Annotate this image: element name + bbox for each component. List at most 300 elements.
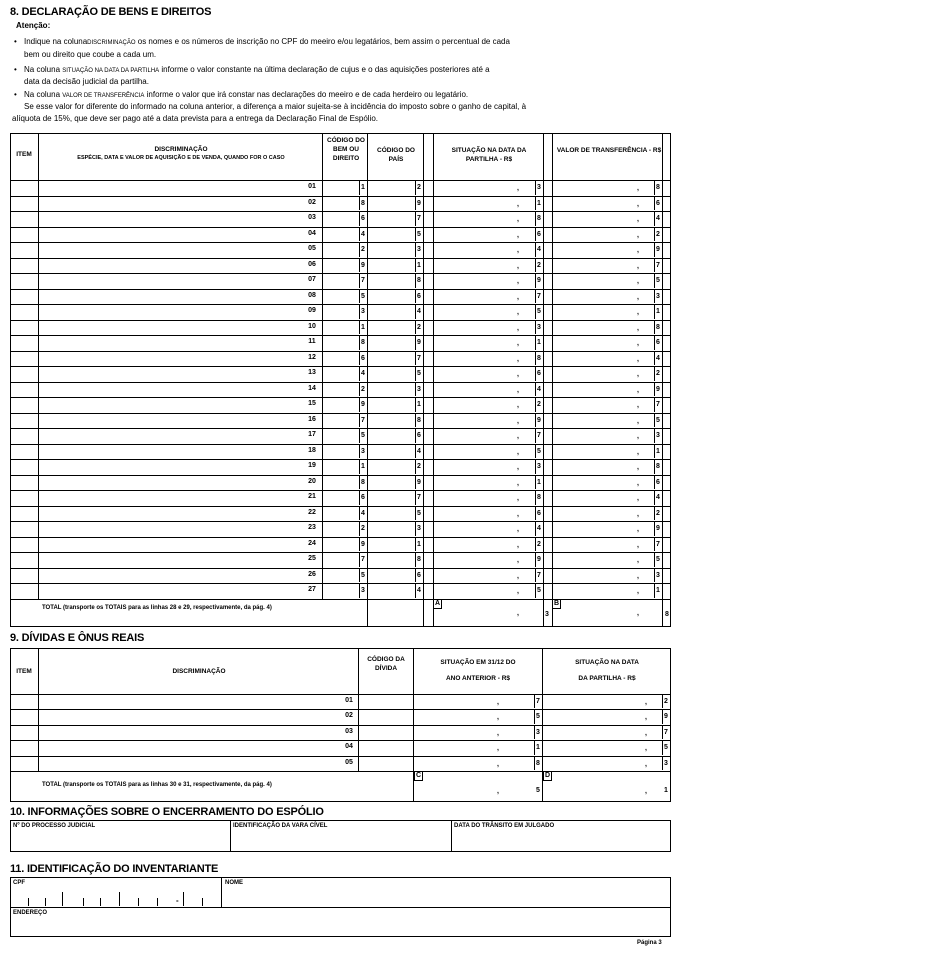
comma: , (517, 216, 519, 223)
digit-box (415, 476, 416, 490)
col-divider (322, 133, 323, 180)
row-number: 07 (308, 276, 316, 283)
check-digit: 8 (361, 478, 365, 486)
check-digit: 4 (417, 447, 421, 455)
check-digit: 1 (417, 401, 421, 408)
row-number: 03 (308, 214, 316, 221)
digit-box (535, 305, 536, 319)
digit-box (359, 414, 360, 428)
digit-box (359, 445, 360, 459)
check-digit: 5 (664, 744, 668, 752)
comma: , (645, 714, 647, 722)
row-rule (10, 771, 671, 772)
digit-box (359, 181, 360, 195)
check-digit: 5 (656, 556, 660, 563)
digit-box (654, 429, 655, 443)
row-number: 24 (308, 539, 316, 547)
bullet-3: Na coluna VALOR DE TRANSFERÊNCIA informe o valor que irá constar nas declarações do meeiro e de cada herdeiro ou legatário. (24, 90, 469, 99)
digit-box (359, 228, 360, 242)
row-number: 12 (308, 353, 316, 361)
cpf-tick (28, 898, 29, 906)
row-rule (10, 725, 671, 726)
check-digit: 9 (361, 401, 365, 408)
check-digit: 3 (664, 759, 668, 767)
check-digit: 3 (537, 323, 541, 331)
comma: , (637, 247, 639, 254)
bullet-icon: • (14, 37, 17, 46)
check-digit: 1 (361, 463, 365, 470)
digit-box (535, 352, 536, 366)
check-digit: 4 (361, 509, 365, 517)
bullet-3-cont: Se esse valor for diferente do informado na coluna anterior, a diferença a maior sujeita-se à incidência do imposto sobre o ganho de capital, à (24, 102, 527, 111)
digit-box (654, 460, 655, 474)
digit-box (415, 274, 416, 288)
check-digit: 9 (417, 199, 421, 207)
comma: , (517, 448, 519, 456)
digit-box (359, 569, 360, 583)
comma: , (637, 355, 639, 363)
comma: , (517, 200, 519, 208)
total-c-box: C (415, 772, 422, 779)
check-digit: 8 (537, 215, 541, 222)
digit-box (415, 491, 416, 505)
bullet-icon: • (14, 90, 17, 99)
digit-box (654, 228, 655, 242)
digit-box (534, 757, 535, 770)
check-digit: 7 (536, 698, 540, 705)
comma: , (637, 541, 639, 549)
comma: , (637, 340, 639, 347)
check-digit: 9 (656, 525, 660, 532)
digit-box (654, 197, 655, 211)
digit-box (359, 367, 360, 381)
check-digit: 7 (537, 292, 541, 300)
comma: , (517, 572, 519, 580)
check-digit: 6 (417, 571, 421, 579)
comma: , (637, 610, 639, 617)
table-row (10, 382, 671, 398)
table-row (10, 196, 671, 212)
digit-box (359, 197, 360, 211)
digit-box (654, 290, 655, 304)
digit-box (654, 336, 655, 350)
comma: , (637, 200, 639, 208)
check-digit: 5 (417, 230, 421, 238)
digit-box (662, 741, 663, 754)
total-digit-a: 3 (545, 611, 549, 618)
valor-header: VALOR DE TRANSFERÊNCIA - R$ (556, 147, 662, 154)
comma: , (517, 541, 519, 549)
digit-box (359, 305, 360, 319)
table-row (10, 211, 671, 227)
table-row (10, 521, 671, 537)
bullet-2-cont: data da decisão judicial da partilha. (24, 77, 149, 86)
digit-box (415, 383, 416, 397)
total-digit-b: 8 (665, 611, 669, 618)
table-row (10, 320, 671, 336)
check-digit: 4 (656, 354, 660, 362)
civil-court-field[interactable]: IDENTIFICAÇÃO DA VARA CÍVEL (233, 823, 328, 829)
comma: , (517, 324, 519, 332)
total-b-box: B (553, 599, 560, 607)
check-digit: 2 (361, 385, 365, 393)
judgment-date-field[interactable]: DATA DO TRÂNSITO EM JULGADO (454, 823, 555, 829)
comma: , (637, 448, 639, 456)
row-number: 02 (308, 198, 316, 206)
comma: , (637, 309, 639, 316)
row-number: 10 (308, 322, 316, 330)
comma: , (637, 464, 639, 471)
row-number: 02 (345, 712, 353, 720)
total-digit-c: 5 (536, 787, 540, 794)
check-digit: 4 (656, 494, 660, 501)
check-digit: 6 (656, 478, 660, 486)
digit-box (654, 584, 655, 598)
check-digit: 8 (417, 556, 421, 563)
address-field[interactable]: ENDEREÇO (13, 910, 48, 916)
digit-box (415, 259, 416, 273)
check-digit: 3 (656, 292, 660, 300)
comma: , (637, 588, 639, 595)
digit-box (534, 726, 535, 739)
check-digit: 6 (656, 199, 660, 207)
table-row (10, 428, 671, 444)
check-digit: 2 (417, 463, 421, 470)
digit-box (359, 352, 360, 366)
check-digit: 3 (417, 385, 421, 393)
digit-box (535, 414, 536, 428)
bullet-3-cont2: alíquota de 15%, que deve ser pago até a data prevista para a entrega da Declaração Final de Espólio. (12, 114, 379, 123)
total-a-box: A (434, 599, 441, 607)
table-row (10, 227, 671, 243)
check-digit: 8 (361, 199, 365, 207)
digit-box (654, 212, 655, 226)
table-row (10, 273, 671, 289)
check-digit: 7 (417, 354, 421, 362)
digit-box (535, 553, 536, 567)
item-header: ITEM (16, 668, 32, 675)
digit-box (359, 321, 360, 335)
digit-box (535, 476, 536, 490)
cpf-dash: - (176, 896, 179, 905)
digit-box (654, 476, 655, 490)
row-number: 17 (308, 431, 316, 438)
digit-box (359, 507, 360, 521)
check-digit: 2 (417, 323, 421, 331)
comma: , (645, 760, 647, 768)
digit-box (654, 367, 655, 381)
situacao-partilha-header: SITUAÇÃO NA DATA (575, 659, 639, 666)
digit-box (415, 584, 416, 598)
comma: , (517, 479, 519, 487)
check-digit: 1 (417, 540, 421, 548)
table-row (10, 475, 671, 491)
digit-box (359, 522, 360, 536)
digit-box (535, 569, 536, 583)
check-digit: 8 (417, 277, 421, 284)
page-number: Página 3 (637, 940, 662, 946)
row-rule (10, 599, 671, 600)
bullet-1: Indique na colunaDISCRIMINAÇÃO os nomes e os números de inscrição no CPF do meeiro e/ou legatários, bem assim o percentual de cada (24, 37, 510, 46)
digit-box (535, 197, 536, 211)
row-number: 15 (308, 400, 316, 407)
check-digit: 5 (537, 447, 541, 455)
table-row (10, 335, 671, 351)
check-digit: 1 (537, 478, 541, 486)
check-digit: 1 (417, 261, 421, 269)
cpf-tick (157, 898, 158, 906)
digit-box (662, 695, 663, 708)
row-number: 23 (308, 524, 316, 531)
section9-title: 9. DÍVIDAS E ÔNUS REAIS (10, 632, 145, 644)
check-digit: 2 (664, 698, 668, 705)
row-number: 27 (308, 586, 316, 593)
row-number: 06 (308, 260, 316, 268)
table-row (10, 289, 671, 305)
digit-box (535, 522, 536, 536)
check-digit: 9 (361, 261, 365, 269)
check-digit: 3 (361, 308, 365, 315)
row-number: 03 (345, 727, 353, 735)
digit-box (359, 584, 360, 598)
comma: , (517, 247, 519, 254)
comma: , (497, 729, 499, 737)
digit-box (415, 243, 416, 257)
comma: , (637, 293, 639, 301)
digit-box (359, 243, 360, 257)
check-digit: 5 (537, 587, 541, 594)
table-row (10, 397, 671, 413)
section11-title: 11. IDENTIFICAÇÃO DO INVENTARIANTE (10, 863, 219, 875)
digit-box (654, 398, 655, 412)
bullet-1-cont: bem ou direito que coube a cada um. (24, 50, 157, 59)
comma: , (517, 588, 519, 595)
check-digit: 6 (361, 354, 365, 362)
check-digit: 1 (537, 199, 541, 207)
digit-box (654, 522, 655, 536)
discriminacao-header: DISCRIMINAÇÃO (172, 668, 226, 675)
check-digit: 9 (537, 556, 541, 563)
digit-box (654, 445, 655, 459)
digit-box (662, 726, 663, 739)
row-number: 19 (308, 462, 316, 469)
process-number-field[interactable]: Nº DO PROCESSO JUDICIAL (13, 823, 96, 829)
comma: , (517, 610, 519, 617)
check-digit: 4 (656, 215, 660, 222)
digit-box (415, 181, 416, 195)
check-digit: 3 (417, 246, 421, 253)
comma: , (637, 433, 639, 440)
row-number: 22 (308, 508, 316, 516)
cpf-tick (100, 898, 101, 906)
digit-box (535, 383, 536, 397)
check-digit: 9 (656, 385, 660, 393)
digit-box (535, 228, 536, 242)
table-row (10, 242, 671, 258)
comma: , (637, 510, 639, 518)
check-digit: 5 (656, 416, 660, 424)
check-digit: 2 (656, 509, 660, 517)
digit-box (415, 569, 416, 583)
check-digit: 9 (656, 246, 660, 253)
digit-box (535, 290, 536, 304)
comma: , (517, 309, 519, 316)
row-number: 09 (308, 307, 316, 314)
comma: , (645, 699, 647, 706)
digit-box (535, 429, 536, 443)
digit-box (415, 336, 416, 350)
digit-box (415, 197, 416, 211)
digit-box (535, 274, 536, 288)
check-digit: 4 (361, 230, 365, 238)
digit-box (415, 290, 416, 304)
comma: , (517, 293, 519, 301)
row-number: 25 (308, 555, 316, 562)
comma: , (637, 495, 639, 502)
digit-box (534, 741, 535, 754)
digit-box (534, 695, 535, 708)
check-digit: 6 (417, 292, 421, 300)
digit-box (654, 383, 655, 397)
row-number: 08 (308, 291, 316, 299)
item-header: ITEM (16, 151, 32, 158)
row-rule (10, 740, 671, 741)
check-digit: 5 (361, 292, 365, 300)
row-number: 20 (308, 477, 316, 485)
digit-box (415, 507, 416, 521)
check-digit: 3 (536, 728, 540, 736)
comma: , (637, 526, 639, 533)
check-digit: 3 (656, 571, 660, 579)
check-digit: 7 (417, 215, 421, 222)
name-field[interactable]: NOME (225, 880, 243, 886)
table-row (10, 444, 671, 460)
comma: , (517, 340, 519, 347)
digit-box (535, 259, 536, 273)
situacao-header: SITUAÇÃO NA DATA DA PARTILHA - R$ (451, 147, 527, 163)
check-digit: 8 (656, 463, 660, 470)
check-digit: 8 (417, 416, 421, 424)
cpf-tick (119, 892, 120, 906)
check-digit: 2 (656, 230, 660, 238)
comma: , (497, 714, 499, 722)
row-number: 18 (308, 446, 316, 454)
check-digit: 7 (656, 401, 660, 408)
row-number: 01 (308, 183, 316, 190)
check-digit: 4 (537, 246, 541, 253)
comma: , (637, 386, 639, 394)
table-row (10, 537, 671, 553)
row-rule (10, 756, 671, 757)
check-digit: 3 (361, 447, 365, 455)
digit-box (415, 212, 416, 226)
digit-box (654, 352, 655, 366)
digit-box (654, 507, 655, 521)
check-digit: 7 (537, 571, 541, 579)
digit-box (654, 414, 655, 428)
digit-box (415, 522, 416, 536)
comma: , (637, 572, 639, 580)
cpf-field[interactable]: CPF (13, 880, 25, 886)
digit-box (359, 212, 360, 226)
digit-box (359, 491, 360, 505)
digit-box (535, 491, 536, 505)
comma: , (497, 745, 499, 753)
check-digit: 7 (656, 540, 660, 548)
digit-box (654, 569, 655, 583)
check-digit: 2 (361, 246, 365, 253)
table-row (10, 180, 671, 196)
digit-box (415, 398, 416, 412)
check-digit: 1 (656, 587, 660, 594)
digit-box (654, 181, 655, 195)
row-number: 16 (308, 415, 316, 423)
comma: , (637, 479, 639, 487)
check-digit: 9 (664, 713, 668, 721)
codigo-divida-header: CÓDIGO DA DÍVIDA (367, 656, 405, 672)
check-digit: 5 (361, 571, 365, 579)
comma: , (517, 371, 519, 378)
check-digit: 5 (361, 432, 365, 439)
digit-box (415, 460, 416, 474)
check-digit: 4 (417, 308, 421, 315)
situacao-partilha-header-2: DA PARTILHA - R$ (578, 675, 636, 682)
digit-box (415, 367, 416, 381)
check-digit: 3 (656, 432, 660, 439)
check-digit: 2 (656, 370, 660, 377)
digit-box (654, 259, 655, 273)
table-row (10, 552, 671, 568)
comma: , (517, 417, 519, 425)
comma: , (645, 788, 647, 795)
section8-title: 8. DECLARAÇÃO DE BENS E DIREITOS (10, 6, 212, 18)
digit-box (654, 553, 655, 567)
digit-box (535, 336, 536, 350)
row-number: 26 (308, 570, 316, 578)
digit-box (535, 460, 536, 474)
digit-box (662, 710, 663, 723)
comma: , (517, 510, 519, 518)
table-row (10, 366, 671, 382)
table-row (10, 459, 671, 475)
digit-box (654, 274, 655, 288)
situacao-anterior-header: SITUAÇÃO EM 31/12 DO (440, 659, 516, 666)
comma: , (517, 526, 519, 533)
cpf-tick (202, 898, 203, 906)
check-digit: 7 (664, 728, 668, 736)
total-digit-d: 1 (664, 787, 668, 794)
check-digit: 6 (537, 370, 541, 377)
row-number: 21 (308, 493, 316, 500)
digit-box (654, 538, 655, 552)
check-digit: 3 (537, 463, 541, 470)
check-digit: 8 (537, 354, 541, 362)
cpf-tick (138, 898, 139, 906)
digit-box (415, 305, 416, 319)
digit-box (415, 228, 416, 242)
header-rule (10, 694, 671, 695)
comma: , (637, 324, 639, 332)
check-digit: 2 (417, 184, 421, 191)
digit-box (415, 321, 416, 335)
row-rule (10, 709, 671, 710)
comma: , (637, 216, 639, 223)
digit-box (535, 507, 536, 521)
check-digit: 8 (656, 184, 660, 191)
cpf-tick (183, 892, 184, 906)
comma: , (637, 185, 639, 192)
table-row (10, 506, 671, 522)
